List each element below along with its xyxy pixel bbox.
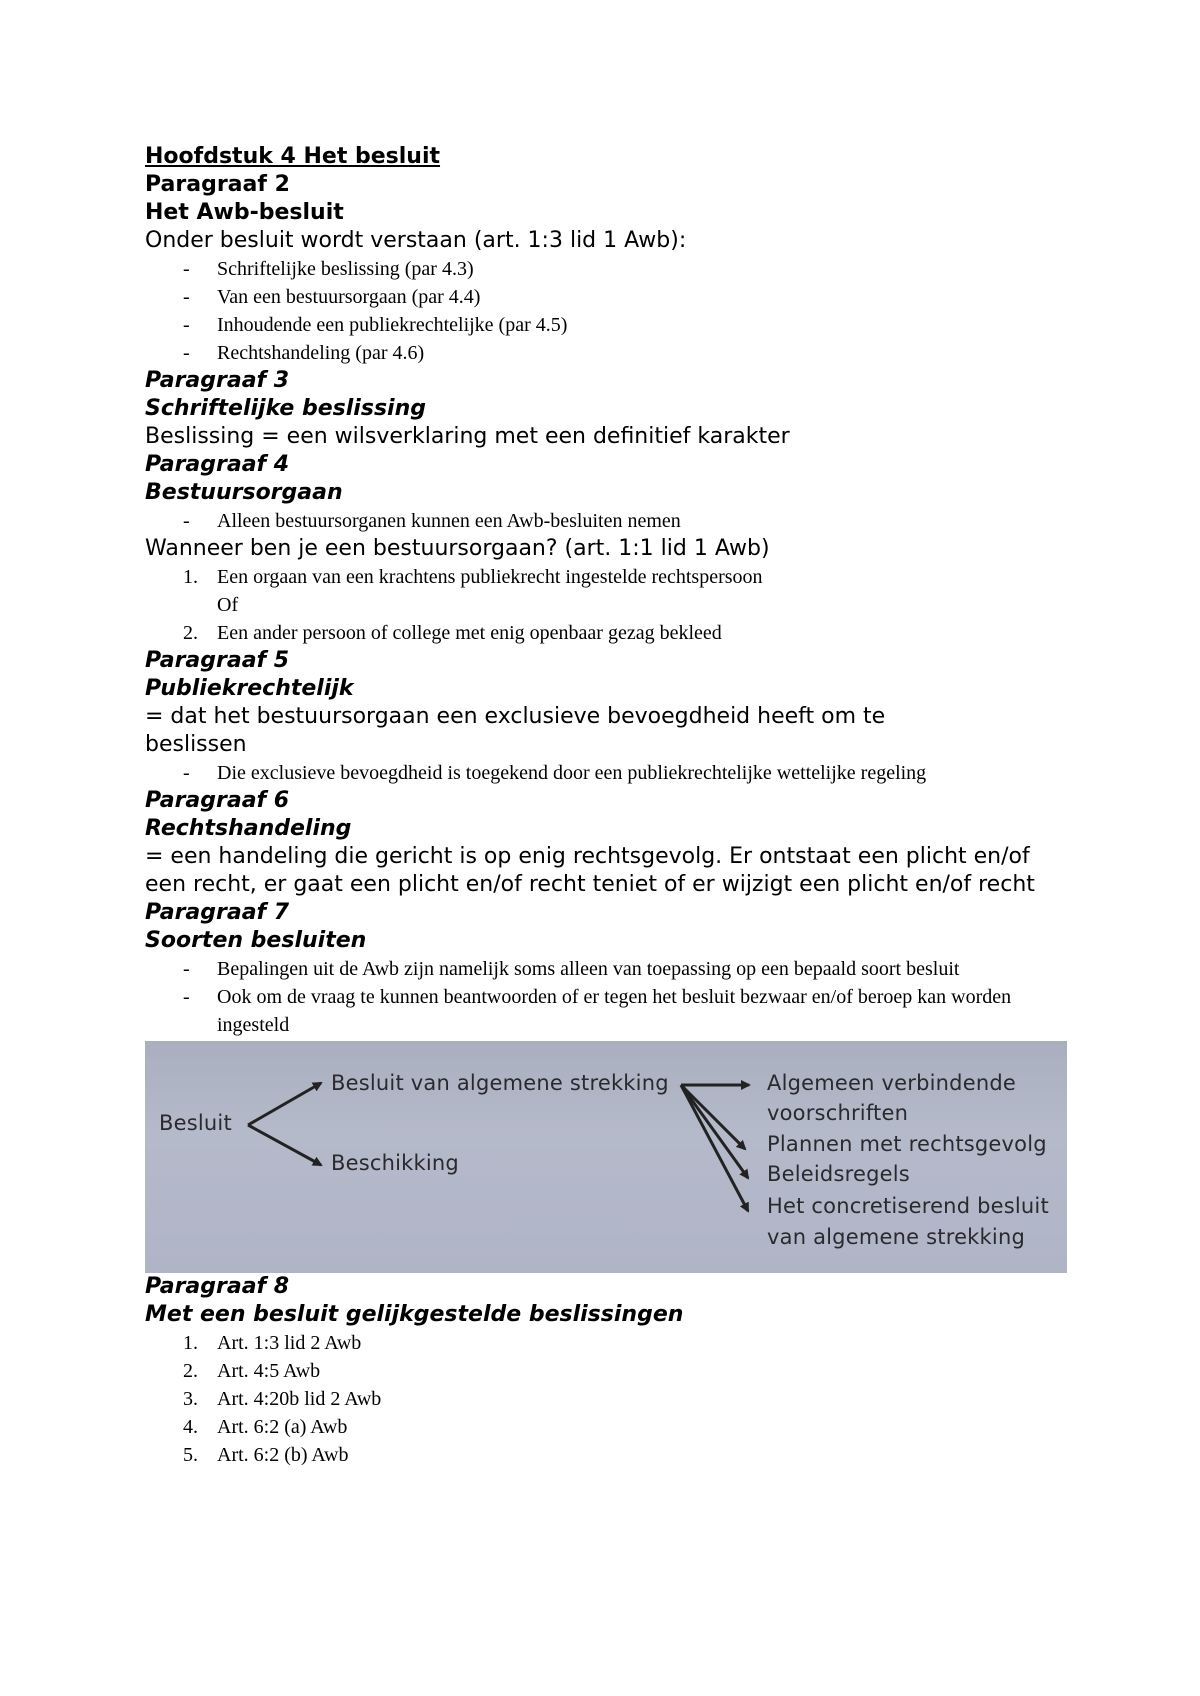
diagram-leaf-label: Algemeen verbindende <box>767 1071 1016 1095</box>
list-item: 2. Art. 4:5 Awb <box>183 1360 321 1382</box>
bullet-list <box>145 507 1065 535</box>
diagram-branch-label: Beschikking <box>331 1151 459 1175</box>
section-subheading: Het Awb-besluit <box>145 200 344 225</box>
intro-text: Onder besluit wordt verstaan (art. 1:3 lid 1 Awb): <box>145 228 687 253</box>
list-item: - Alleen bestuursorganen kunnen een Awb-besluiten nemen <box>183 510 681 532</box>
bullet-list <box>145 759 1065 787</box>
list-item: 1. Art. 1:3 lid 2 Awb <box>183 1332 362 1354</box>
list-item: 5. Art. 6:2 (b) Awb <box>183 1444 349 1466</box>
bullet-list <box>145 255 1065 367</box>
list-item: - Van een bestuursorgaan (par 4.4) <box>183 286 481 308</box>
section-subheading: Publiekrechtelijk <box>145 676 354 701</box>
section-heading: Paragraaf 3 <box>145 368 290 393</box>
section-subheading: Rechtshandeling <box>145 816 352 841</box>
diagram-leaf-label: van algemene strekking <box>767 1225 1025 1249</box>
list-item: 3. Art. 4:20b lid 2 Awb <box>183 1388 382 1410</box>
numbered-list <box>145 1329 1065 1469</box>
section-subheading: Met een besluit gelijkgestelde beslissingen <box>145 1302 684 1327</box>
section-heading: Paragraaf 2 <box>145 172 290 197</box>
besluit-diagram <box>145 1041 1067 1273</box>
list-item: - Schriftelijke beslissing (par 4.3) <box>183 258 474 280</box>
diagram-leaf-label: voorschriften <box>767 1101 909 1125</box>
list-item: - Rechtshandeling (par 4.6) <box>183 342 425 364</box>
list-item: - Bepalingen uit de Awb zijn namelijk soms alleen van toepassing op een bepaald soort besluit <box>183 958 960 980</box>
list-item: - Inhoudende een publiekrechtelijke (par 4.5) <box>183 314 568 336</box>
list-item: 4. Art. 6:2 (a) Awb <box>183 1416 348 1438</box>
diagram-root-label: Besluit <box>159 1111 232 1135</box>
body-text: Wanneer ben je een bestuursorgaan? (art. 1:1 lid 1 Awb) <box>145 536 770 561</box>
diagram-branch-label: Besluit van algemene strekking <box>331 1071 669 1095</box>
section-subheading: Schriftelijke beslissing <box>145 396 426 421</box>
section-subheading: Soorten besluiten <box>145 928 367 953</box>
body-text: Beslissing = een wilsverklaring met een definitief karakter <box>145 424 790 449</box>
numbered-list <box>145 563 1065 647</box>
document-page <box>145 143 1065 1469</box>
diagram-leaf-label: Plannen met rechtsgevolg <box>767 1132 1047 1156</box>
bullet-list <box>145 955 1065 1039</box>
section-heading: Paragraaf 8 <box>145 1274 290 1299</box>
diagram-leaf-label: Beleidsregels <box>767 1162 910 1186</box>
section-heading: Paragraaf 4 <box>145 452 290 477</box>
section-heading: Paragraaf 5 <box>145 648 290 673</box>
list-item: 1. Een orgaan van een krachtens publiekrecht ingestelde rechtspersoon Of <box>183 566 763 616</box>
diagram-leaf-label: Het concretiserend besluit <box>767 1194 1049 1218</box>
list-item: - Ook om de vraag te kunnen beantwoorden of er tegen het besluit bezwaar en/of beroep kan worden ingesteld <box>183 986 1012 1036</box>
chapter-title: Hoofdstuk 4 Het besluit <box>145 144 441 169</box>
section-subheading: Bestuursorgaan <box>145 480 343 505</box>
section-heading: Paragraaf 6 <box>145 788 290 813</box>
list-item: 2. Een ander persoon of college met enig openbaar gezag bekleed <box>183 622 722 644</box>
list-item: - Die exclusieve bevoegdheid is toegekend door een publiekrechtelijke wettelijke regeling <box>183 762 927 784</box>
body-text: = een handeling die gericht is op enig rechtsgevolg. Er ontstaat een plicht en/of een recht, er gaat een plicht en/of recht teniet of er wijzigt een plicht en/of recht <box>145 844 1035 897</box>
body-text: = dat het bestuursorgaan een exclusieve bevoegdheid heeft om te beslissen <box>145 704 886 757</box>
section-heading: Paragraaf 7 <box>145 900 290 925</box>
